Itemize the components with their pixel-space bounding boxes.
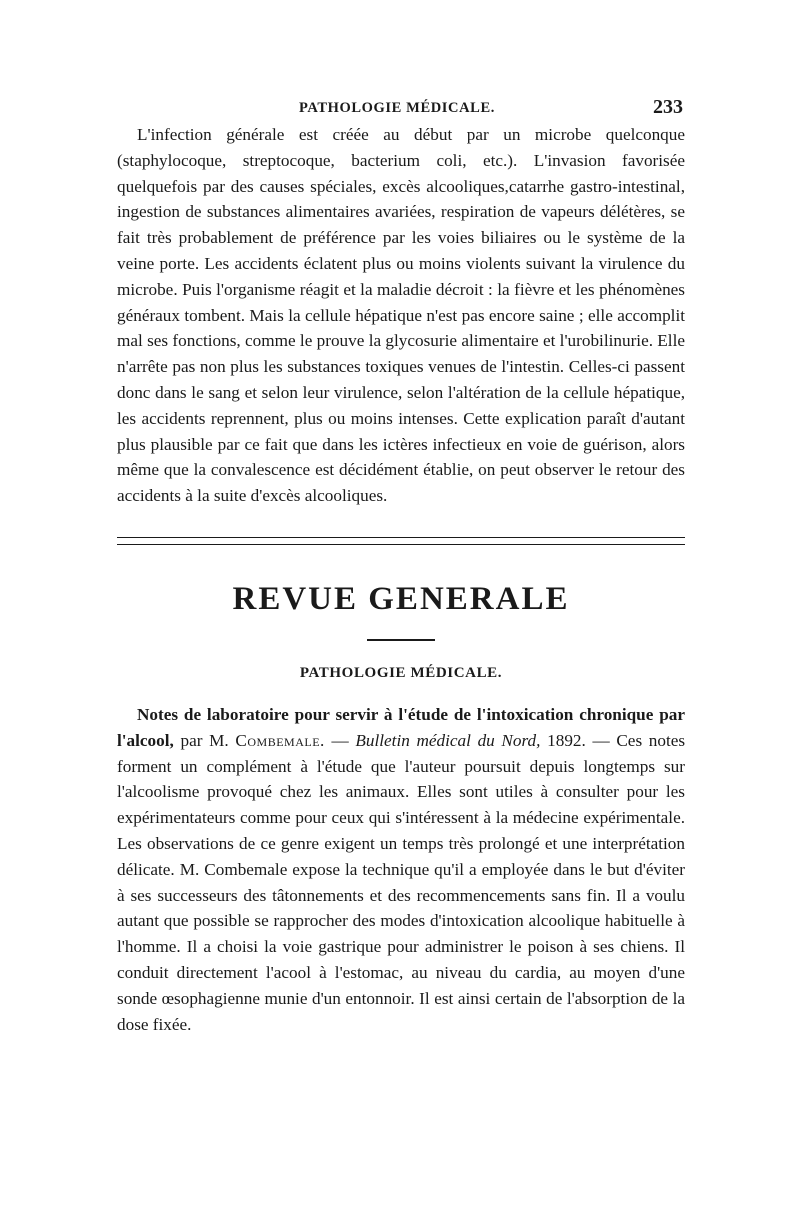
article-title: Notes de laboratoire pour servir à l'étude de l'intoxication chronique par l'alcool, <box>117 704 685 750</box>
continuation-text: L'infection générale est créée au début par un microbe quelconque (staphylocoque, streptocoque, bacterium coli, etc.). L'invasion favorisée quelquefois par des causes spéciales, excès alcooliques,catarrhe gastro-intestinal, ingestion de substances alimentaires avariées, respiration de vapeurs délétères, se fait très probablement de préférence par les voies biliaires ou le système de la veine porte. Les accidents éclatent plus ou moins violents suivant la virulence du microbe. Puis l'organisme réagit et la maladie décroit : la fièvre et les phénomènes généraux tombent. Mais la cellule hépatique n'est pas encore saine ; elle accomplit mal ses fonctions, comme le prouve la glycosurie alimentaire et l'urobilinurie. Elle n'arrête pas non plus les substances toxiques venues de l'intestin. Celles-ci passent donc dans le sang et selon leur virulence, selon l'altération de la cellule hépatique, les accidents reprennent, plus ou moins intenses. Cette explication paraît d'autant plus plausible par ce fait que dans les ictères infectieux en voie de guérison, alors même que la convalescence est décidément établie, on peut observer le retour des accidents à la suite d'excès alcooliques. <box>117 125 685 506</box>
running-header <box>117 96 685 122</box>
running-title: PATHOLOGIE MÉDICALE. <box>299 100 495 116</box>
review-paragraph <box>117 702 685 1037</box>
section-divider <box>117 537 685 545</box>
author-prefix: par M. <box>180 730 229 750</box>
review-body: — Ces notes forment un complément à l'étude que l'auteur poursuit depuis longtemps sur l'alcoolisme provoqué chez les animaux. Elles sont utiles à consulter pour les expérimentateurs comme pour ceux qui s'intéressent à la médecine expérimentale. Les observations de ce genre exigent un temps très prolongé et une interprétation délicate. M. Combemale expose la technique qu'il a employée dans le but d'éviter à ses successeurs des tâtonnements et des recommencements sans fin. Il a voulu autant que possible se rapprocher des modes d'intoxication alcoolique habituelle à l'homme. Il a choisi la voie gastrique pour administrer le poison à ses chiens. Il conduit directement l'acool à l'estomac, au niveau du cardia, au moyen d'une sonde œsophagienne munie d'un entonnoir. Il est ainsi certain de l'absorption de la dose fixée. <box>117 730 686 1034</box>
section-title: REVUE GENERALE <box>232 580 570 617</box>
continuation-paragraph <box>117 122 685 509</box>
publication-year: 1892. <box>547 730 586 750</box>
source-journal: Bulletin médical du Nord, <box>355 730 541 750</box>
book-page <box>117 96 685 1037</box>
source-separator: — <box>331 730 349 750</box>
page-number: 233 <box>653 96 683 118</box>
title-rule <box>367 639 435 641</box>
subsection-title: PATHOLOGIE MÉDICALE. <box>299 664 503 681</box>
author-name: Combemale. <box>235 730 325 750</box>
